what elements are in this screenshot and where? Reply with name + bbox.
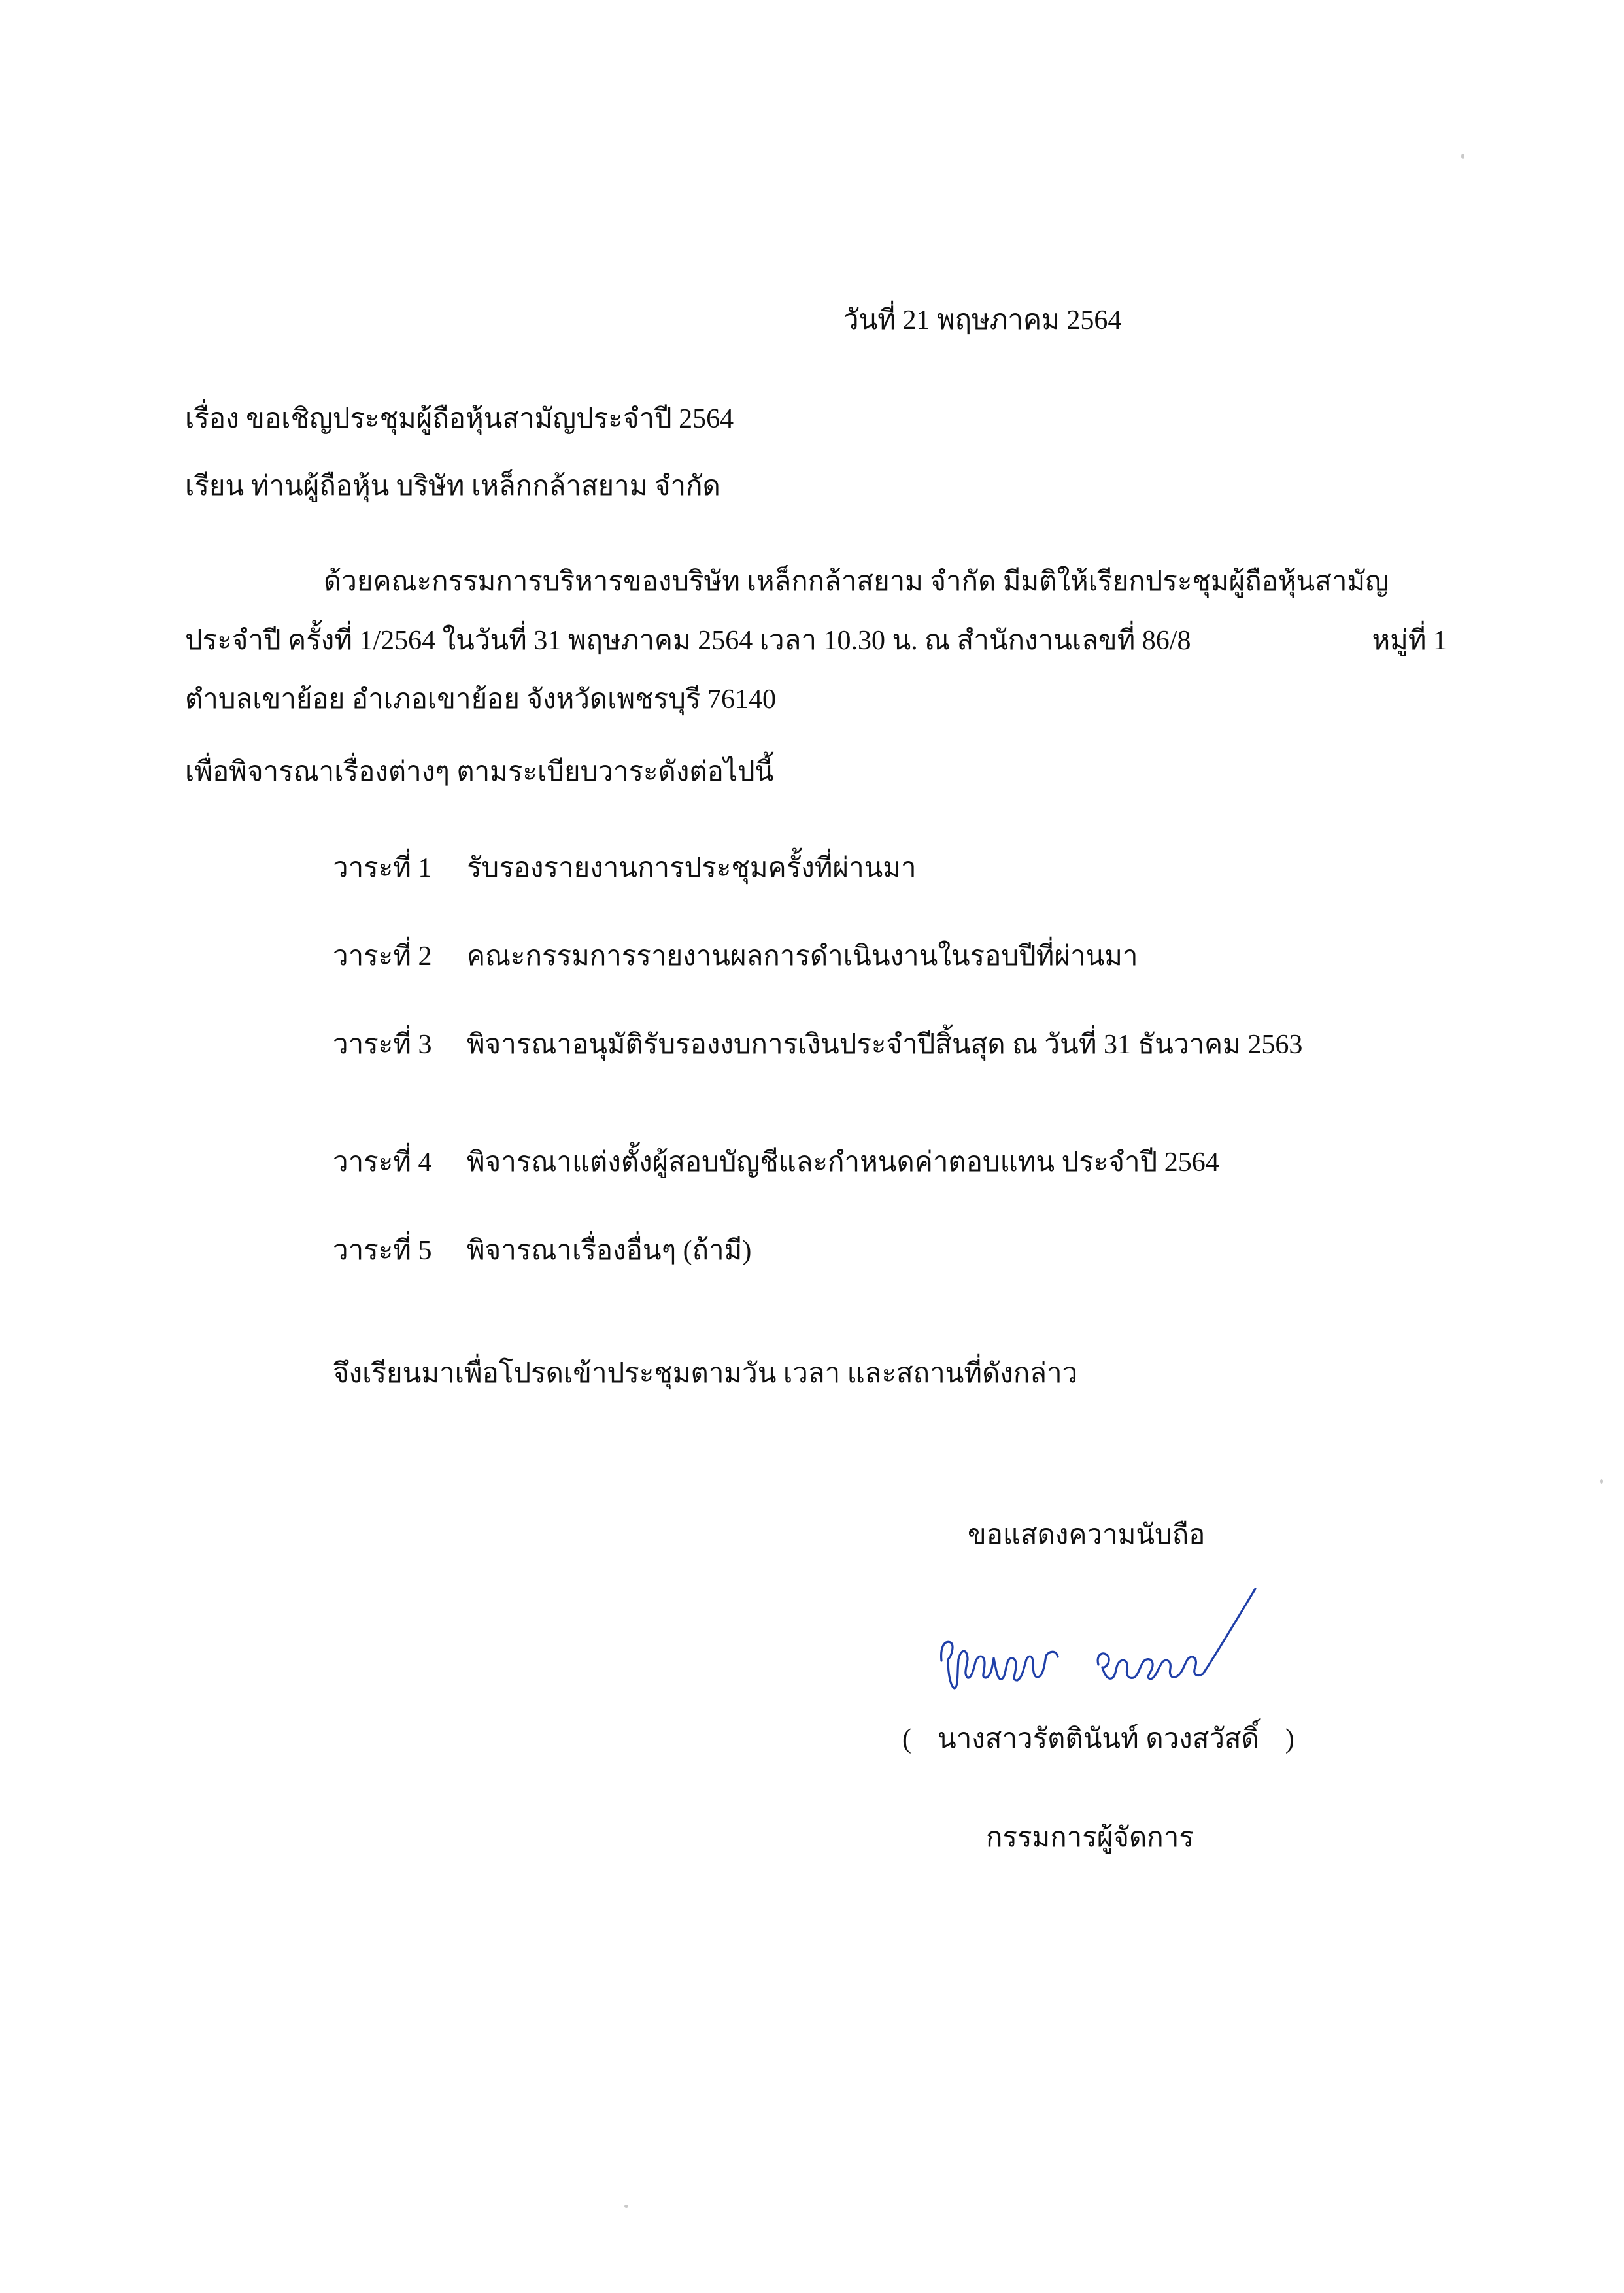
agenda-text: พิจารณาแต่งตั้งผู้สอบบัญชีและกำหนดค่าตอบแทน ประจำปี 2564 (467, 1147, 1219, 1178)
scan-speck (624, 2205, 628, 2208)
signer-close-paren: ) (1285, 1724, 1294, 1754)
agenda-intro: เพื่อพิจารณาเรื่องต่างๆ ตามระเบียบวาระดังต่อไปนี้ (185, 757, 774, 787)
body-line-2-main: ประจำปี ครั้งที่ 1/2564 ในวันที่ 31 พฤษภาคม 2564 เวลา 10.30 น. ณ สำนักงานเลขที่ 86/8 (185, 626, 1191, 656)
signer-name: นางสาวรัตตินันท์ ดวงสวัสดิ์ (938, 1724, 1259, 1754)
signer-position: กรรมการผู้จัดการ (986, 1823, 1194, 1853)
body-line-2-end: หมู่ที่ 1 (1372, 626, 1447, 656)
agenda-item (333, 1232, 751, 1269)
signer-name-line (902, 1721, 1294, 1758)
scan-speck (1600, 1479, 1603, 1484)
regards: ขอแสดงความนับถือ (968, 1520, 1206, 1550)
agenda-item (333, 938, 1138, 975)
letter-subject: เรื่อง ขอเชิญประชุมผู้ถือหุ้นสามัญประจำปี 2564 (185, 404, 734, 434)
agenda-item (333, 850, 917, 887)
agenda-text: รับรองรายงานการประชุมครั้งที่ผ่านมา (467, 853, 917, 883)
agenda-number: วาระที่ 4 (333, 1147, 432, 1178)
closing-sentence: จึงเรียนมาเพื่อโปรดเข้าประชุมตามวัน เวลา และสถานที่ดังกล่าว (333, 1359, 1078, 1389)
scan-speck (1461, 154, 1464, 159)
agenda-text: พิจารณาอนุมัติรับรองงบการเงินประจำปีสิ้นสุด ณ วันที่ 31 ธันวาคม 2563 (467, 1030, 1303, 1060)
body-paragraph-line-2 (185, 622, 1447, 659)
agenda-item (333, 1027, 1302, 1063)
handwritten-signature (928, 1582, 1294, 1713)
body-paragraph-line-1: ด้วยคณะกรรมการบริหารของบริษัท เหล็กกล้าสยาม จำกัด มีมติให้เรียกประชุมผู้ถือหุ้นสามัญ (324, 567, 1389, 597)
agenda-number: วาระที่ 3 (333, 1030, 432, 1060)
letter-date: วันที่ 21 พฤษภาคม 2564 (843, 305, 1122, 335)
body-paragraph-line-3: ตำบลเขาย้อย อำเภอเขาย้อย จังหวัดเพชรบุรี 76140 (185, 685, 777, 715)
agenda-text: พิจารณาเรื่องอื่นๆ (ถ้ามี) (467, 1236, 752, 1266)
agenda-number: วาระที่ 5 (333, 1236, 432, 1266)
letter-salutation: เรียน ท่านผู้ถือหุ้น บริษัท เหล็กกล้าสยาม จำกัด (185, 471, 720, 501)
agenda-item (333, 1144, 1219, 1181)
signature-strokes (928, 1582, 1294, 1713)
agenda-number: วาระที่ 2 (333, 942, 432, 972)
signer-open-paren: ( (902, 1724, 911, 1754)
agenda-text: คณะกรรมการรายงานผลการดำเนินงานในรอบปีที่ผ่านมา (467, 942, 1138, 972)
agenda-number: วาระที่ 1 (333, 853, 432, 883)
